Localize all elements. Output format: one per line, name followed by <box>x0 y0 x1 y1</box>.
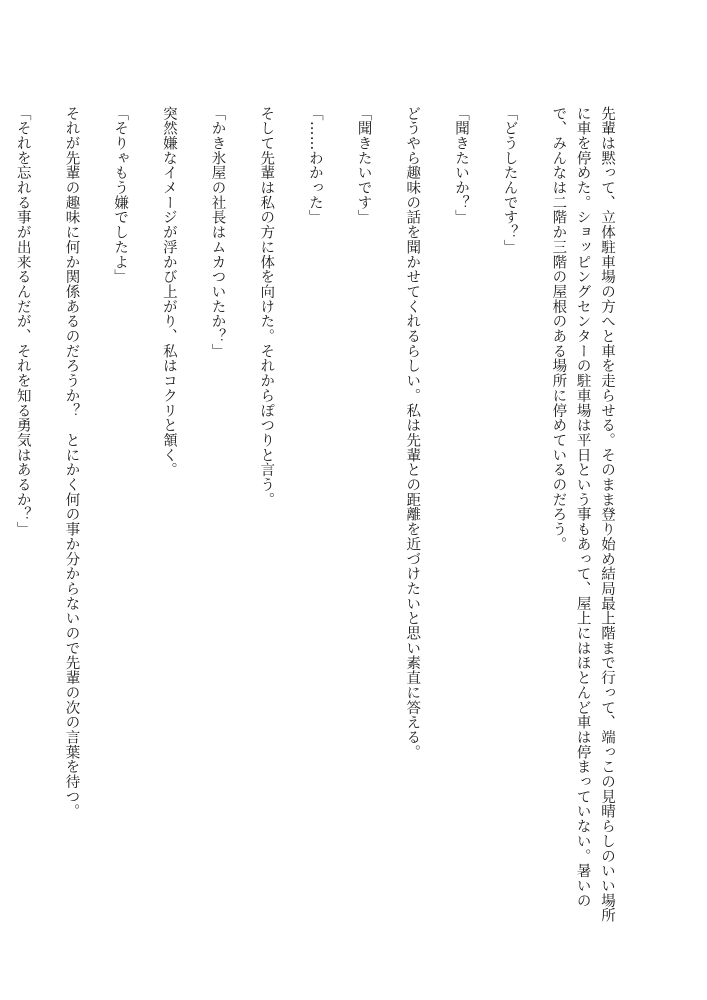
blank-line <box>181 106 205 926</box>
paragraph-dialogue: 「どうしたんです？」 <box>501 106 518 255</box>
blank-line <box>132 106 156 926</box>
paragraph-dialogue: 「そりゃもう嫌でしたよ」 <box>112 106 129 285</box>
blank-line <box>278 106 302 926</box>
blank-line <box>230 106 254 926</box>
blank-line <box>0 106 10 926</box>
paragraph-narration: 突然嫌なイメージが浮かび上がり、私はコクリと頷く。 <box>160 106 177 478</box>
paragraph-dialogue: 「かき氷屋の社長はムカついたか？」 <box>209 106 226 359</box>
paragraph-dialogue: 「聞きたいか？」 <box>452 106 469 225</box>
blank-line <box>522 106 546 926</box>
vertical-text-body <box>0 106 619 926</box>
blank-line <box>35 106 59 926</box>
blank-line <box>327 106 351 926</box>
paragraph-dialogue: 「それを忘れる事が出来るんだが、それを知る勇気はあるか？」 <box>14 106 31 537</box>
paragraph-narration: それが先輩の趣味に何か関係あるのだろうか？ とにかく何の事か分からないので先輩の次の言葉を待つ。 <box>63 106 80 819</box>
blank-line <box>424 106 448 926</box>
blank-line <box>376 106 400 926</box>
blank-line <box>473 106 497 926</box>
paragraph-dialogue: 「……わかった」 <box>306 106 323 225</box>
blank-line <box>83 106 107 926</box>
paragraph-dialogue: 「聞きたいです」 <box>355 106 372 225</box>
paragraph-narration: 先輩は黙って、立体駐車場の方へと車を走らせる。そのまま登り始め結局最上階まで行って、端っこの見晴らしのいい場所に車を停めた。ショッピングセンターの駐車場は平日という事もあって、屋上にはほとんど車は停まっていない。暑いので、みんなは二階か三階の屋根のある場所に停めているのだろう。 <box>550 106 615 923</box>
paragraph-narration: どうやら趣味の話を聞かせてくれるらしい。私は先輩との距離を近づけたいと思い素直に答える。 <box>404 106 421 760</box>
paragraph-narration: そして先輩は私の方に体を向けた。それからぽつりと言う。 <box>258 106 275 507</box>
